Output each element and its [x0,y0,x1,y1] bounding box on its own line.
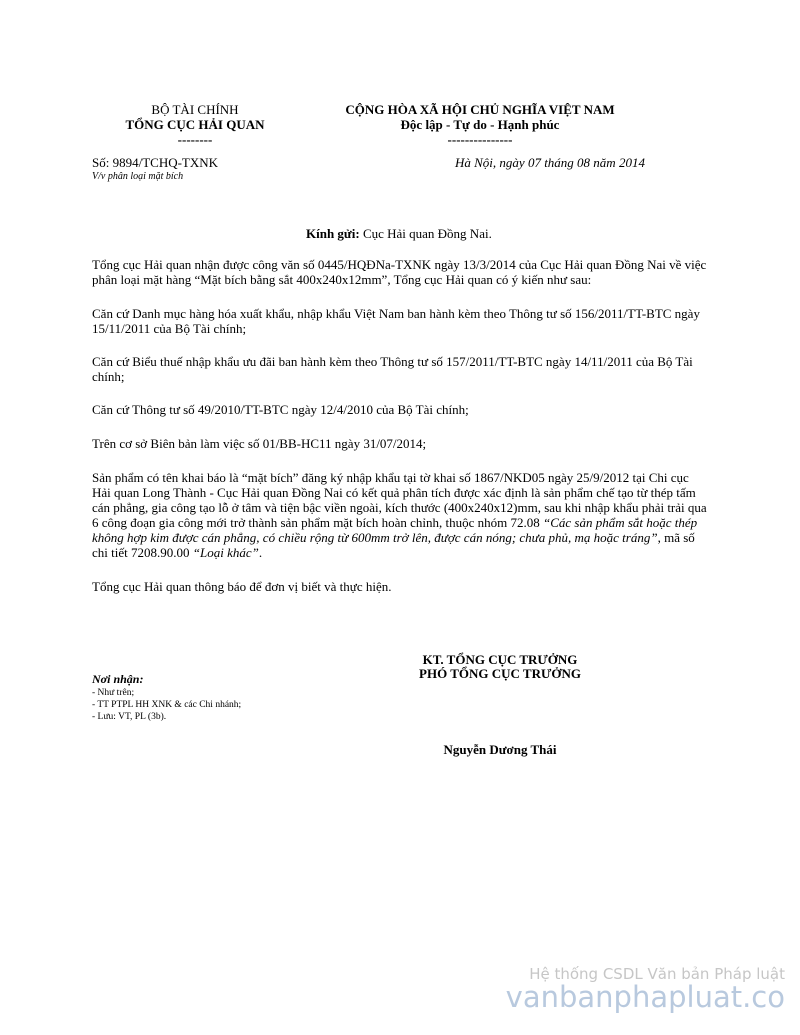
document-subject: V/v phân loại mặt bích [92,171,184,182]
document-number: Số: 9894/TCHQ-TXNK [92,155,219,170]
conclusion-text-c: , mã số chi tiết 7208.90.00 [92,530,695,560]
distribution-item: - Lưu: VT, PL (3b). [92,712,167,722]
conclusion-code-quote: “Loại khác” [192,545,259,560]
paragraph-basis-2: Căn cứ Biểu thuế nhập khẩu ưu đãi ban hành kèm theo Thông tư số 157/2011/TT-BTC ngày 14/11/2011 của Bộ Tài chính; [92,354,693,384]
signer-name: Nguyễn Dương Thái [443,742,557,757]
country-name: CỘNG HÒA XÃ HỘI CHỦ NGHĨA VIỆT NAM [345,102,615,117]
left-divider: -------- [177,132,213,147]
conclusion-text-a: Sản phẩm có tên khai báo là “mặt bích” đăng ký nhập khẩu tại tờ khai số 1867/NKD05 ngày 25/9/2012 tại Chi cục Hải quan Long Thành - Cục Hải quan Đồng Nai có kết quả phân tích được xác định là sản phẩm chế tạo từ thép tấm cán phẳng, gia công tạo lỗ ở tâm và tiện bậc viền ngoài, kích thước (400x240x12)mm, sau khi nhập khẩu phải trải qua 6 công đoạn gia công mới trở thành sản phẩm mặt bích hoàn chỉnh, thuộc nhóm 72.08 [92,470,707,530]
right-divider: --------------- [447,132,513,147]
paragraph-conclusion [92,470,707,560]
ministry-name: BỘ TÀI CHÍNH [151,102,239,117]
issuer-block [95,102,295,147]
signature-title-1: KT. TỔNG CỤC TRƯỞNG [422,652,578,667]
watermark-site: vanbanphapluat.co [505,980,785,1014]
distribution-label: Nơi nhận: [92,672,144,686]
watermark-caption: Hệ thống CSDL Văn bản Pháp luật [529,965,785,983]
signature-title [395,653,605,681]
recipient-line [306,226,492,242]
signature-title-2: PHÓ TỔNG CỤC TRƯỞNG [419,666,581,681]
national-heading [325,102,635,147]
recipient-label: Kính gửi: [306,226,360,241]
distribution-item: - Như trên; [92,688,135,698]
paragraph-basis-3: Căn cứ Thông tư số 49/2010/TT-BTC ngày 12/4/2010 của Bộ Tài chính; [92,402,469,417]
national-motto: Độc lập - Tự do - Hạnh phúc [400,117,560,132]
document-date: Hà Nội, ngày 07 tháng 08 năm 2014 [455,155,645,170]
paragraph-intro: Tổng cục Hải quan nhận được công văn số 0445/HQĐNa-TXNK ngày 13/3/2014 của Cục Hải quan Đồng Nai về việc phân loại mặt hàng “Mặt bích bằng sắt 400x240x12mm”, Tổng cục Hải quan có ý kiến như sau: [92,257,707,287]
conclusion-heading-quote: “Các sản phẩm sắt hoặc thép không hợp kim được cán phẳng, có chiều rộng từ 600mm trở lên, được cán nóng; chưa phủ, mạ hoặc tráng” [92,515,698,545]
conclusion-text-e: . [258,545,263,560]
paragraph-basis-4: Trên cơ sở Biên bản làm việc số 01/BB-HC11 ngày 31/07/2014; [92,436,427,451]
recipient-name: Cục Hải quan Đồng Nai. [359,226,492,241]
department-name: TỔNG CỤC HẢI QUAN [125,117,265,132]
paragraph-basis-1: Căn cứ Danh mục hàng hóa xuất khẩu, nhập khẩu Việt Nam ban hành kèm theo Thông tư số 156/2011/TT-BTC ngày 15/11/2011 của Bộ Tài chính; [92,306,700,336]
distribution-item: - TT PTPL HH XNK & các Chi nhánh; [92,700,242,710]
paragraph-closing: Tổng cục Hải quan thông báo để đơn vị biết và thực hiện. [92,579,392,594]
